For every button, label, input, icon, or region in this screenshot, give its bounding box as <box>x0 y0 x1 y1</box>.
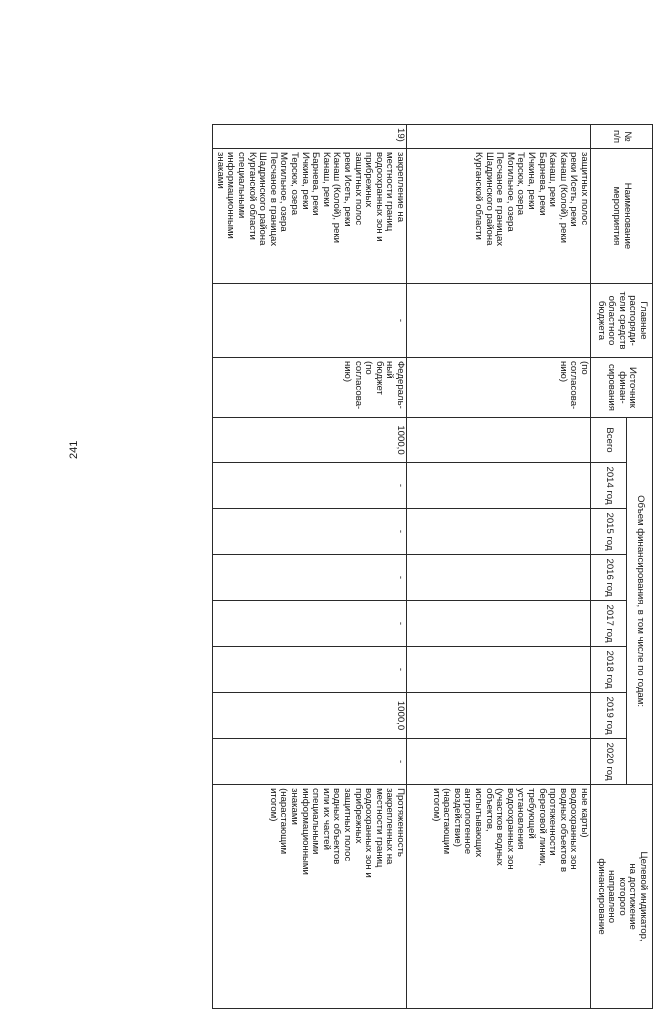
row-2-2016: - <box>213 555 407 601</box>
row-1-2020 <box>407 739 591 785</box>
header-name: Наименование мероприятия <box>591 149 653 284</box>
row-2-name: закрепление на местности границ водоохранных зон и прибрежных защитных полос реки Исеть, реки Канаш (Колой), реки Канаш, реки Барнева, реки Ичкина, реки Терсюк, озера Могильное, озера Песчаное в границах Шадринского района Курганской области специальными информационными знаками <box>213 149 407 284</box>
row-2-2020: - <box>213 739 407 785</box>
row-2-source: Федераль- ный бюджет (по согласова- нию) <box>213 358 407 418</box>
header-indicator: Целевой индикатор, на достижение которого направлено финансирование <box>591 785 653 1009</box>
page-number: 241 <box>68 440 80 459</box>
header-year-2018: 2018 год <box>591 647 627 693</box>
header-year-2016: 2016 год <box>591 555 627 601</box>
row-2-num: 19) <box>213 125 407 149</box>
row-2-2018: - <box>213 647 407 693</box>
header-year-2015: 2015 год <box>591 509 627 555</box>
table-row <box>213 125 407 1009</box>
row-2-2014: - <box>213 463 407 509</box>
funding-table <box>212 124 653 1009</box>
header-funding-group: Объем финансирования, в том числе по годам: <box>627 418 653 785</box>
row-2-managers: - <box>213 284 407 358</box>
row-2-2017: - <box>213 601 407 647</box>
row-1-2015 <box>407 509 591 555</box>
row-1-2016 <box>407 555 591 601</box>
funding-table-container <box>214 124 653 942</box>
table-row <box>407 125 591 1009</box>
header-year-2019: 2019 год <box>591 693 627 739</box>
row-2-indicator: Протяженность закрепленных на местности границ водоохранных зон и прибрежных защитных полос водных объектов или их частей специальными информационными знаками (нарастающим итогом) <box>213 785 407 1009</box>
header-total: Всего <box>591 418 627 463</box>
row-1-2017 <box>407 601 591 647</box>
header-row-1 <box>627 125 653 1009</box>
header-managers: Главные распоряди- тели средств областного бюджета <box>591 284 653 358</box>
row-1-total <box>407 418 591 463</box>
row-1-2019 <box>407 693 591 739</box>
header-source: Источник финан- сирования <box>591 358 653 418</box>
header-year-2020: 2020 год <box>591 739 627 785</box>
row-2-2015: - <box>213 509 407 555</box>
row-1-2018 <box>407 647 591 693</box>
header-year-2017: 2017 год <box>591 601 627 647</box>
row-1-2014 <box>407 463 591 509</box>
row-1-num <box>407 125 591 149</box>
row-1-source: (по согласова- нию) <box>407 358 591 418</box>
row-1-indicator: ные карты) водоохранных зон водных объектов в протяженности береговой линии, требующей установления водоохранных зон (участков водных объектов, испытывающих антропогенное воздействие) (нарастающим итогом) <box>407 785 591 1009</box>
row-1-managers <box>407 284 591 358</box>
header-year-2014: 2014 год <box>591 463 627 509</box>
row-2-2019: 1000,0 <box>213 693 407 739</box>
header-num: № п/п <box>591 125 653 149</box>
row-1-name: защитных полос реки Исеть, реки Канаш (Колой), реки Канаш, реки Барнева, реки Ичкина, реки Терсюк, озера Могильное, озера Песчаное в границах Шадринского района Курганской области <box>407 149 591 284</box>
row-2-total: 1000,0 <box>213 418 407 463</box>
